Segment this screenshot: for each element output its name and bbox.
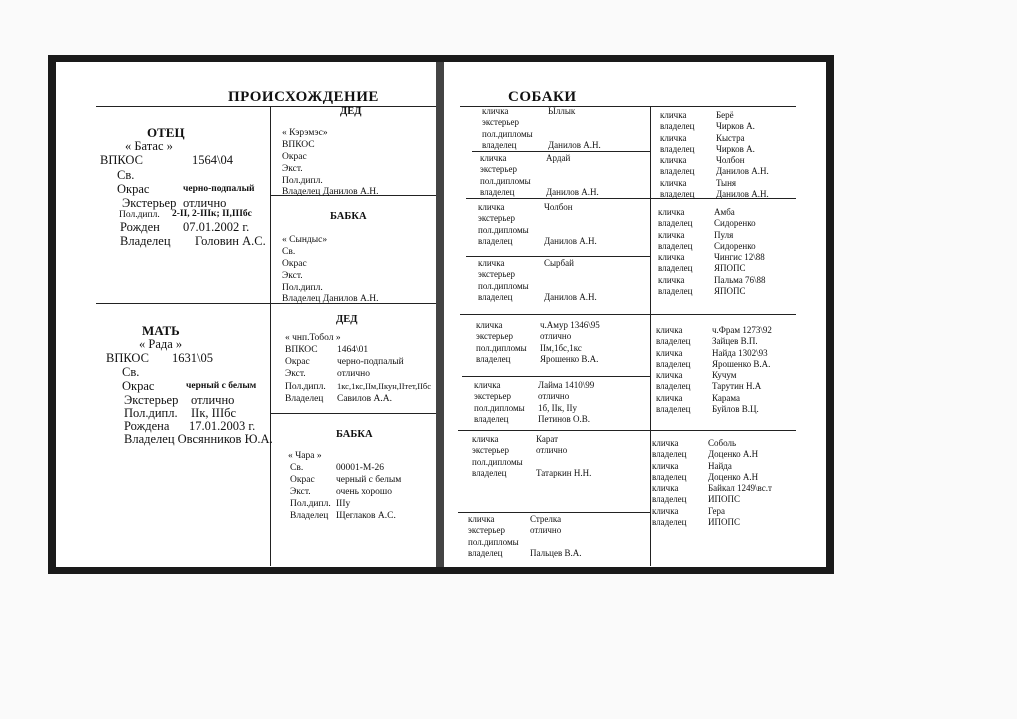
divider (96, 303, 436, 304)
mother-name: « Рада » (139, 337, 183, 351)
grandmother-heading: БАБКА (336, 429, 373, 440)
mother-exterior-label: Экстерьер (124, 393, 179, 407)
book-spine (436, 62, 444, 567)
grandmother-name: « Чара » (288, 451, 322, 461)
father-born-label: Рожден (120, 220, 160, 234)
divider (96, 106, 436, 107)
great-great-grandparents: кличка Берё владелец Чирков А. кличка Кыстра владелец Чирков А. кличка Чолбон владелец Данилов А.Н. кличка Тыня владелец Данилов А.Н. (660, 110, 769, 199)
grandfather-heading: ДЕД (340, 106, 362, 117)
father-sv-label: Св. (117, 168, 135, 182)
great-grandparent-entry: кличка Лайма 1410\99 экстерьер отлично пол.дипломы 1б, IIк, IIу владелец Петинов О.В. (474, 380, 595, 424)
father-exterior: отлично (183, 196, 227, 210)
mother-color-label: Окрас (122, 379, 155, 393)
great-grandparent-entry: кличка Чолбон экстерьер пол.дипломы владелец Данилов А.Н. (478, 202, 597, 246)
divider (458, 512, 650, 513)
grandfather-heading: ДЕД (336, 314, 358, 325)
great-great-grandparents: кличка ч.Фрам 1273\92 владелец Зайцев В.П. кличка Найда 1302\93 владелец Ярошенко В.А. кличка Кучум владелец Тарутин Н.А кличка Карама владелец Буйлов В.Ц. (656, 325, 772, 414)
grandfather-details: ВПКОС 1464\01 Окрас черно-подпалый Экст. отлично Пол.дипл. 1кс,1кс,IIм,IIкун,IIтет,IIбс Владелец Савилов А.А. (285, 345, 431, 404)
great-grandparent-entry: кличка Сырбай экстерьер пол.дипломы владелец Данилов А.Н. (478, 258, 597, 302)
great-great-grandparents: кличка Амба владелец Сидоренко кличка Пуля владелец Сидоренко кличка Чингис 12\88 владелец ЯПОПС кличка Пальма 76\88 владелец ЯПОПС (658, 207, 766, 296)
grandfather-name: « чнп.Тобол » (285, 333, 341, 343)
great-grandparent-entry: кличка ч.Амур 1346\95 экстерьер отлично пол.дипломы IIм,1бс,1кс владелец Ярошенко В.А. (476, 320, 600, 364)
mother-heading: МАТЬ (142, 323, 180, 338)
mother-number: 1631\05 (172, 351, 213, 365)
great-great-grandparents: кличка Соболь владелец Доценко А.Н кличка Найда владелец Доценко А.Н кличка Байкал 1249\вс.т владелец ИПОПС кличка Гера владелец ИПОПС (652, 438, 772, 527)
divider (460, 314, 796, 315)
mother-exterior: отлично (191, 393, 235, 407)
grandmother-details: Св. 00001-М-26 Окрас черный с белым Экст. очень хорошо Пол.дипл. IIIу Владелец Щеглаков А.С. (290, 463, 402, 521)
divider (462, 376, 650, 377)
title-right: СОБАКИ (508, 89, 577, 105)
father-heading: ОТЕЦ (147, 125, 185, 140)
great-grandparent-entry: кличка Ыллык экстерьер пол.дипломы владелец Данилов А.Н. (482, 106, 601, 150)
mother-color: черный с белым (186, 381, 257, 391)
mother-owner: Владелец Овсянников Ю.А. (124, 432, 273, 446)
divider (466, 256, 650, 257)
great-grandparent-entry: кличка Ардай экстерьер пол.дипломы владелец Данилов А.Н. (480, 153, 599, 197)
father-diplomas: 2-II, 2-IIIк; II,IIIбс (172, 209, 252, 219)
father-number: 1564\04 (192, 153, 233, 167)
title-left: ПРОИСХОЖДЕНИЕ (228, 89, 379, 105)
father-registry: ВПКОС (100, 153, 143, 167)
divider (270, 413, 436, 414)
father-owner: Головин А.С. (195, 234, 266, 248)
divider (650, 106, 651, 566)
mother-diplomas-label: Пол.дипл. (124, 406, 178, 420)
great-grandparent-entry: кличка Карат экстерьер отлично пол.дипломы владелец Татаркин Н.Н. (472, 434, 592, 478)
father-diplomas-label: Пол.дипл. (119, 210, 160, 220)
great-grandparent-entry: кличка Стрелка экстерьер отлично пол.дипломы владелец Пальцев В.А. (468, 514, 582, 558)
mother-registry: ВПКОС (106, 351, 149, 365)
divider (270, 106, 271, 566)
mother-diplomas: IIк, IIIбс (191, 406, 237, 420)
father-color: черно-подпалый (183, 184, 255, 194)
father-name: « Батас » (125, 139, 173, 153)
mother-born: 17.01.2003 г. (189, 419, 256, 433)
grandmother-details: « Сындыс» Св. Окрас Экст. Пол.дипл. Владелец Данилов А.Н. (282, 235, 379, 305)
divider (458, 430, 796, 431)
father-color-label: Окрас (117, 182, 150, 196)
father-born: 07.01.2002 г. (183, 220, 250, 234)
father-owner-label: Владелец (120, 234, 171, 248)
mother-born-label: Рождена (124, 419, 170, 433)
divider (472, 151, 650, 152)
mother-sv-label: Св. (122, 365, 140, 379)
father-exterior-label: Экстерьер (122, 196, 177, 210)
grandfather-details: « Кэрэмэс» ВПКОС Окрас Экст. Пол.дипл. Владелец Данилов А.Н. (282, 128, 379, 198)
grandmother-heading: БАБКА (330, 211, 367, 222)
